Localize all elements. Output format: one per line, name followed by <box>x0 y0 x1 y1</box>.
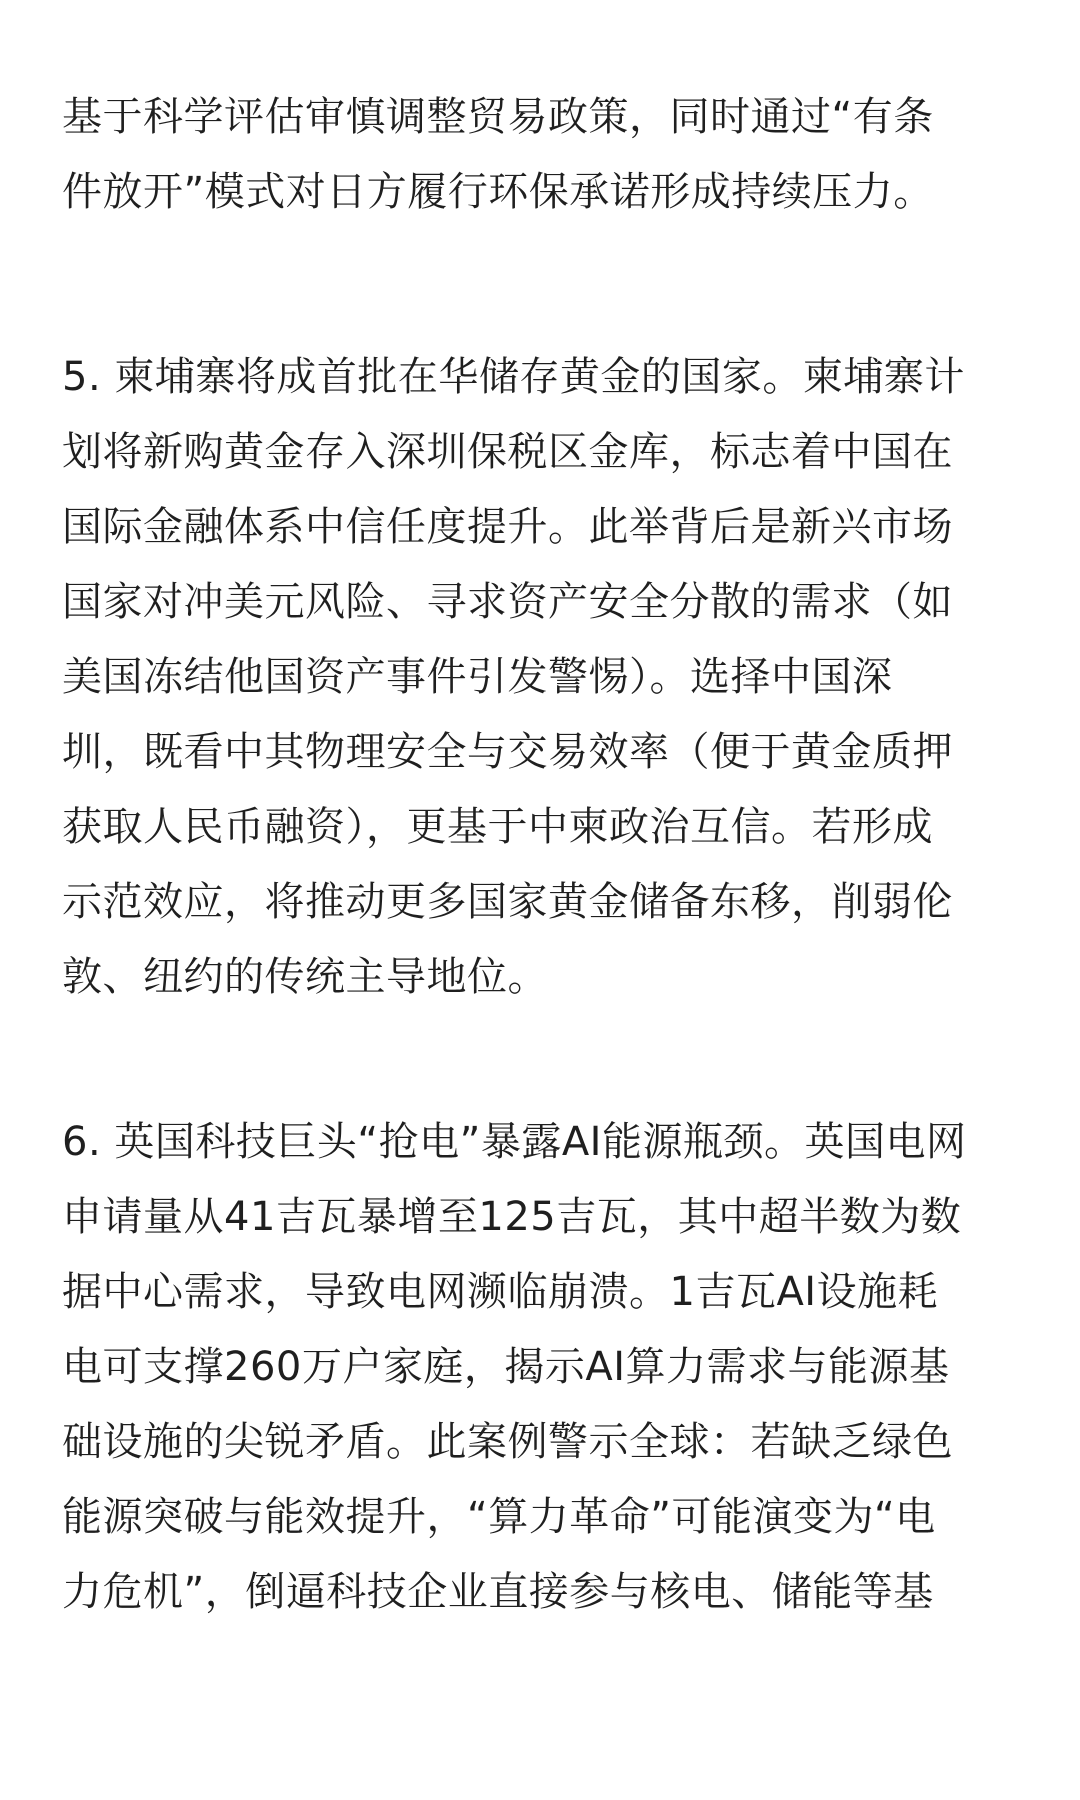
text-line: 5. 柬埔寨将成首批在华储存黄金的国家。柬埔寨计 <box>62 354 965 400</box>
paragraph-trade-policy <box>62 80 1027 230</box>
paragraph-cambodia-gold <box>62 340 1027 1015</box>
text-line: 国家对冲美元风险、寻求资产安全分散的需求（如 <box>62 579 953 625</box>
text-line: 能源突破与能效提升，“算力革命”可能演变为“电 <box>62 1494 936 1540</box>
paragraph-uk-ai-energy <box>62 1105 1027 1630</box>
text-line: 据中心需求，导致电网濒临崩溃。1吉瓦AI设施耗 <box>62 1269 939 1315</box>
text-line: 力危机”，倒逼科技企业直接参与核电、储能等基 <box>62 1569 934 1615</box>
text-line: 6. 英国科技巨头“抢电”暴露AI能源瓶颈。英国电网 <box>62 1119 967 1165</box>
text-line: 电可支撑260万户家庭，揭示AI算力需求与能源基 <box>62 1344 950 1390</box>
text-line: 划将新购黄金存入深圳保税区金库，标志着中国在 <box>62 429 953 475</box>
text-line: 敦、纽约的传统主导地位。 <box>62 954 548 1000</box>
text-line: 美国冻结他国资产事件引发警惕）。选择中国深 <box>62 654 893 700</box>
text-line: 基于科学评估审慎调整贸易政策，同时通过“有条 <box>62 94 934 140</box>
text-line: 申请量从41吉瓦暴增至125吉瓦，其中超半数为数 <box>62 1194 962 1240</box>
text-line: 获取人民币融资），更基于中柬政治互信。若形成 <box>62 804 933 850</box>
text-line: 础设施的尖锐矛盾。此案例警示全球：若缺乏绿色 <box>62 1419 953 1465</box>
text-line: 件放开”模式对日方履行环保承诺形成持续压力。 <box>62 169 934 215</box>
text-line: 示范效应，将推动更多国家黄金储备东移，削弱伦 <box>62 879 953 925</box>
text-line: 国际金融体系中信任度提升。此举背后是新兴市场 <box>62 504 953 550</box>
text-line: 圳，既看中其物理安全与交易效率（便于黄金质押 <box>62 729 953 775</box>
